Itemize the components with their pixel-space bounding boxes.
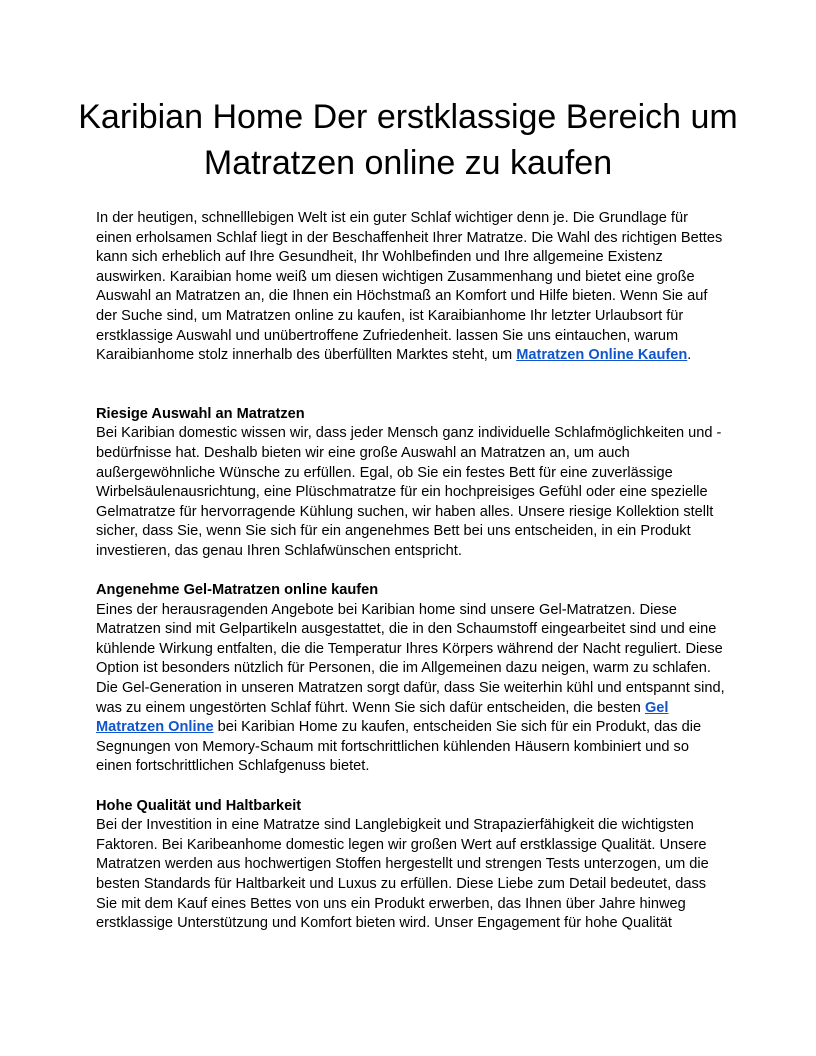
section-paragraph: Bei Karibian domestic wissen wir, dass jeder Mensch ganz individuelle Schlafmöglichkeiten und -bedürfnisse hat. Deshalb bieten wir eine große Auswahl an Matratzen an, um auch außergewöhnliche Wünsche zu erfüllen. Egal, ob Sie ein festes Bett für eine zuverlässige Wirbelsäulenausrichtung, eine Plüschmatratze für ein hochpreisiges Gefühl oder eine spezielle Gelmatratze für hervorragende Kühlung suchen, wir haben alles. Unsere riesige Kollektion stellt sicher, dass Sie, wenn Sie sich für ein angenehmes Bett bei uns entscheiden, in ein Produkt investieren, das genau Ihren Schlafwünschen entspricht. <box>96 425 722 559</box>
document-body <box>96 209 726 953</box>
section-heading: Riesige Auswahl an Matratzen <box>96 405 305 422</box>
section-riesige-auswahl <box>96 405 726 562</box>
intro-text: In der heutigen, schnelllebigen Welt ist ein guter Schlaf wichtiger denn je. Die Grundlage für einen erholsamen Schlaf liegt in der Beschaffenheit Ihrer Matratze. Die Wahl des richtigen Bettes kann sich erheblich auf Ihre Gesundheit, Ihr Wohlbefinden und Ihre allgemeine Existenz auswirken. Karaibian home weiß um diesen wichtigen Zusammenhang und bietet eine große Auswahl an Matratzen an, die Ihnen ein Höchstmaß an Komfort und Hilfe bieten. Wenn Sie auf der Suche sind, um Matratzen online zu kaufen, ist Karaibianhome Ihr letzter Urlaubsort für erstklassige Auswahl und unübertroffene Zufriedenheit. lassen Sie uns eintauchen, warum Karaibianhome stolz innerhalb des überfüllten Marktes steht, um <box>96 210 723 364</box>
section-qualitaet <box>96 797 726 934</box>
intro-text-end: . <box>687 347 692 364</box>
section-gel-matratzen <box>96 581 726 777</box>
matratzen-online-kaufen-link[interactable]: Matratzen Online Kaufen <box>516 347 688 364</box>
gel-matratzen-online-link[interactable]: Gel Matratzen Online <box>96 699 669 736</box>
section-heading: Hohe Qualität und Haltbarkeit <box>96 797 302 814</box>
section-text: Eines der herausragenden Angebote bei Karibian home sind unsere Gel-Matratzen. Diese Matratzen sind mit Gelpartikeln ausgestattet, die in den Schaumstoff eingearbeitet sind und eine kühlende Wirkung entfalten, die die Temperatur Ihres Körpers während der Nacht reguliert. Diese Option ist besonders nützlich für Personen, die im Allgemeinen dazu neigen, warm zu schlafen. Die Gel-Generation in unseren Matratzen sorgt dafür, dass Sie weiterhin kühl und entspannt sind, was zu einem ungestörten Schlaf führt. Wenn Sie sich dafür entscheiden, die besten <box>96 601 725 716</box>
intro-paragraph <box>96 209 726 366</box>
section-heading: Angenehme Gel-Matratzen online kaufen <box>96 582 379 599</box>
document-title: Karibian Home Der erstklassige Bereich um Matratzen online zu kaufen <box>78 98 738 182</box>
section-paragraph: Bei der Investition in eine Matratze sind Langlebigkeit und Strapazierfähigkeit die wichtigsten Faktoren. Bei Karibeanhome domestic legen wir großen Wert auf erstklassige Qualität. Unsere Matratzen werden aus hochwertigen Stoffen hergestellt und strengen Tests unterzogen, um die besten Standards für Haltbarkeit und Luxus zu erfüllen. Diese Liebe zum Detail bedeutet, dass Sie mit dem Kauf eines Bettes von uns ein Produkt erwerben, das Ihnen über Jahre hinweg erstklassige Unterstützung und Komfort bieten wird. Unser Engagement für hohe Qualität <box>96 817 709 932</box>
section-text-end: bei Karibian Home zu kaufen, entscheiden Sie sich für ein Produkt, das die Segnungen von Memory-Schaum mit fortschrittlichen kühlenden Häusern kombiniert und so einen fortschrittlichen Schlafgenuss bietet. <box>96 719 702 775</box>
section-paragraph <box>96 601 726 777</box>
